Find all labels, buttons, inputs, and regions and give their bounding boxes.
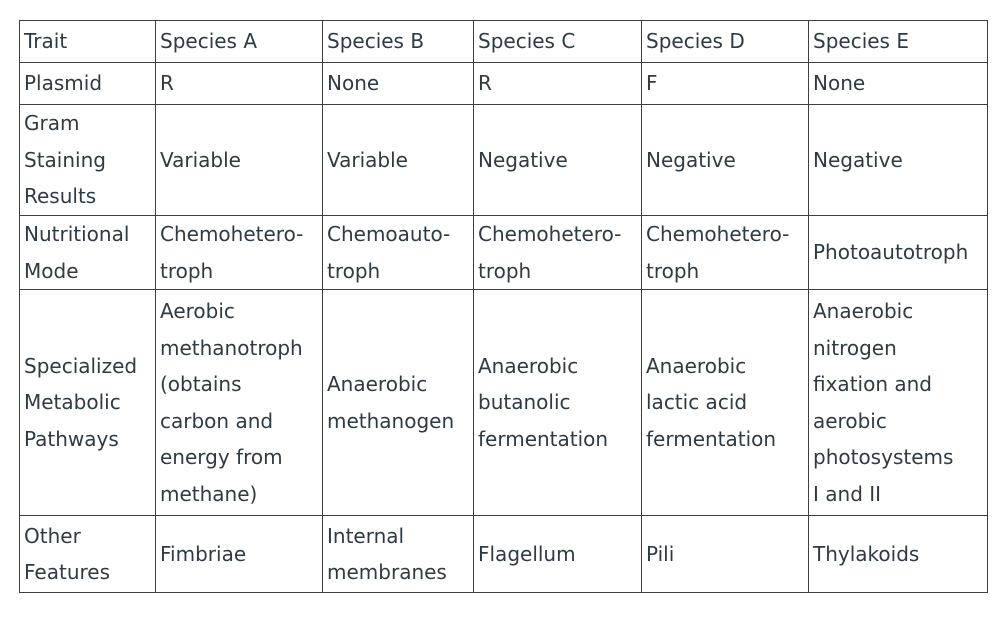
cell-metabolic-species-d: Anaerobic lactic acid fermentation	[642, 290, 809, 516]
table-header-row	[20, 21, 988, 63]
cell-metabolic-species-e: Anaerobic nitrogen fixation and aerobic photosystems I and II	[809, 290, 988, 516]
row-label-metabolic-pathways: Specialized Metabolic Pathways	[20, 290, 156, 516]
table-row-gram-staining	[20, 105, 988, 216]
cell-other-species-e: Thylakoids	[809, 516, 988, 593]
cell-metabolic-species-a: Aerobic methanotroph (obtains carbon and energy from methane)	[156, 290, 323, 516]
header-cell-trait: Trait	[20, 21, 156, 63]
cell-plasmid-species-a: R	[156, 63, 323, 105]
table-row-other-features	[20, 516, 988, 593]
cell-nutrition-species-e: Photoautotroph	[809, 216, 988, 290]
row-label-nutritional-mode: Nutritional Mode	[20, 216, 156, 290]
table-row-plasmid	[20, 63, 988, 105]
cell-other-species-c: Flagellum	[474, 516, 642, 593]
cell-metabolic-species-c: Anaerobic butanolic fermentation	[474, 290, 642, 516]
cell-gram-species-a: Variable	[156, 105, 323, 216]
cell-gram-species-c: Negative	[474, 105, 642, 216]
cell-other-species-d: Pili	[642, 516, 809, 593]
header-cell-species-b: Species B	[323, 21, 474, 63]
cell-nutrition-species-d: Chemohetero- troph	[642, 216, 809, 290]
cell-gram-species-e: Negative	[809, 105, 988, 216]
cell-plasmid-species-d: F	[642, 63, 809, 105]
row-label-other-features: Other Features	[20, 516, 156, 593]
cell-plasmid-species-b: None	[323, 63, 474, 105]
header-cell-species-c: Species C	[474, 21, 642, 63]
header-cell-species-e: Species E	[809, 21, 988, 63]
cell-metabolic-species-b: Anaerobic methanogen	[323, 290, 474, 516]
cell-plasmid-species-c: R	[474, 63, 642, 105]
cell-gram-species-d: Negative	[642, 105, 809, 216]
cell-gram-species-b: Variable	[323, 105, 474, 216]
cell-nutrition-species-c: Chemohetero- troph	[474, 216, 642, 290]
row-label-plasmid: Plasmid	[20, 63, 156, 105]
header-cell-species-d: Species D	[642, 21, 809, 63]
table-row-metabolic-pathways	[20, 290, 988, 516]
table-row-nutritional-mode	[20, 216, 988, 290]
cell-plasmid-species-e: None	[809, 63, 988, 105]
cell-nutrition-species-b: Chemoauto- troph	[323, 216, 474, 290]
species-traits-table	[19, 20, 988, 593]
cell-other-species-b: Internal membranes	[323, 516, 474, 593]
cell-nutrition-species-a: Chemohetero- troph	[156, 216, 323, 290]
row-label-gram-staining: Gram Staining Results	[20, 105, 156, 216]
header-cell-species-a: Species A	[156, 21, 323, 63]
cell-other-species-a: Fimbriae	[156, 516, 323, 593]
